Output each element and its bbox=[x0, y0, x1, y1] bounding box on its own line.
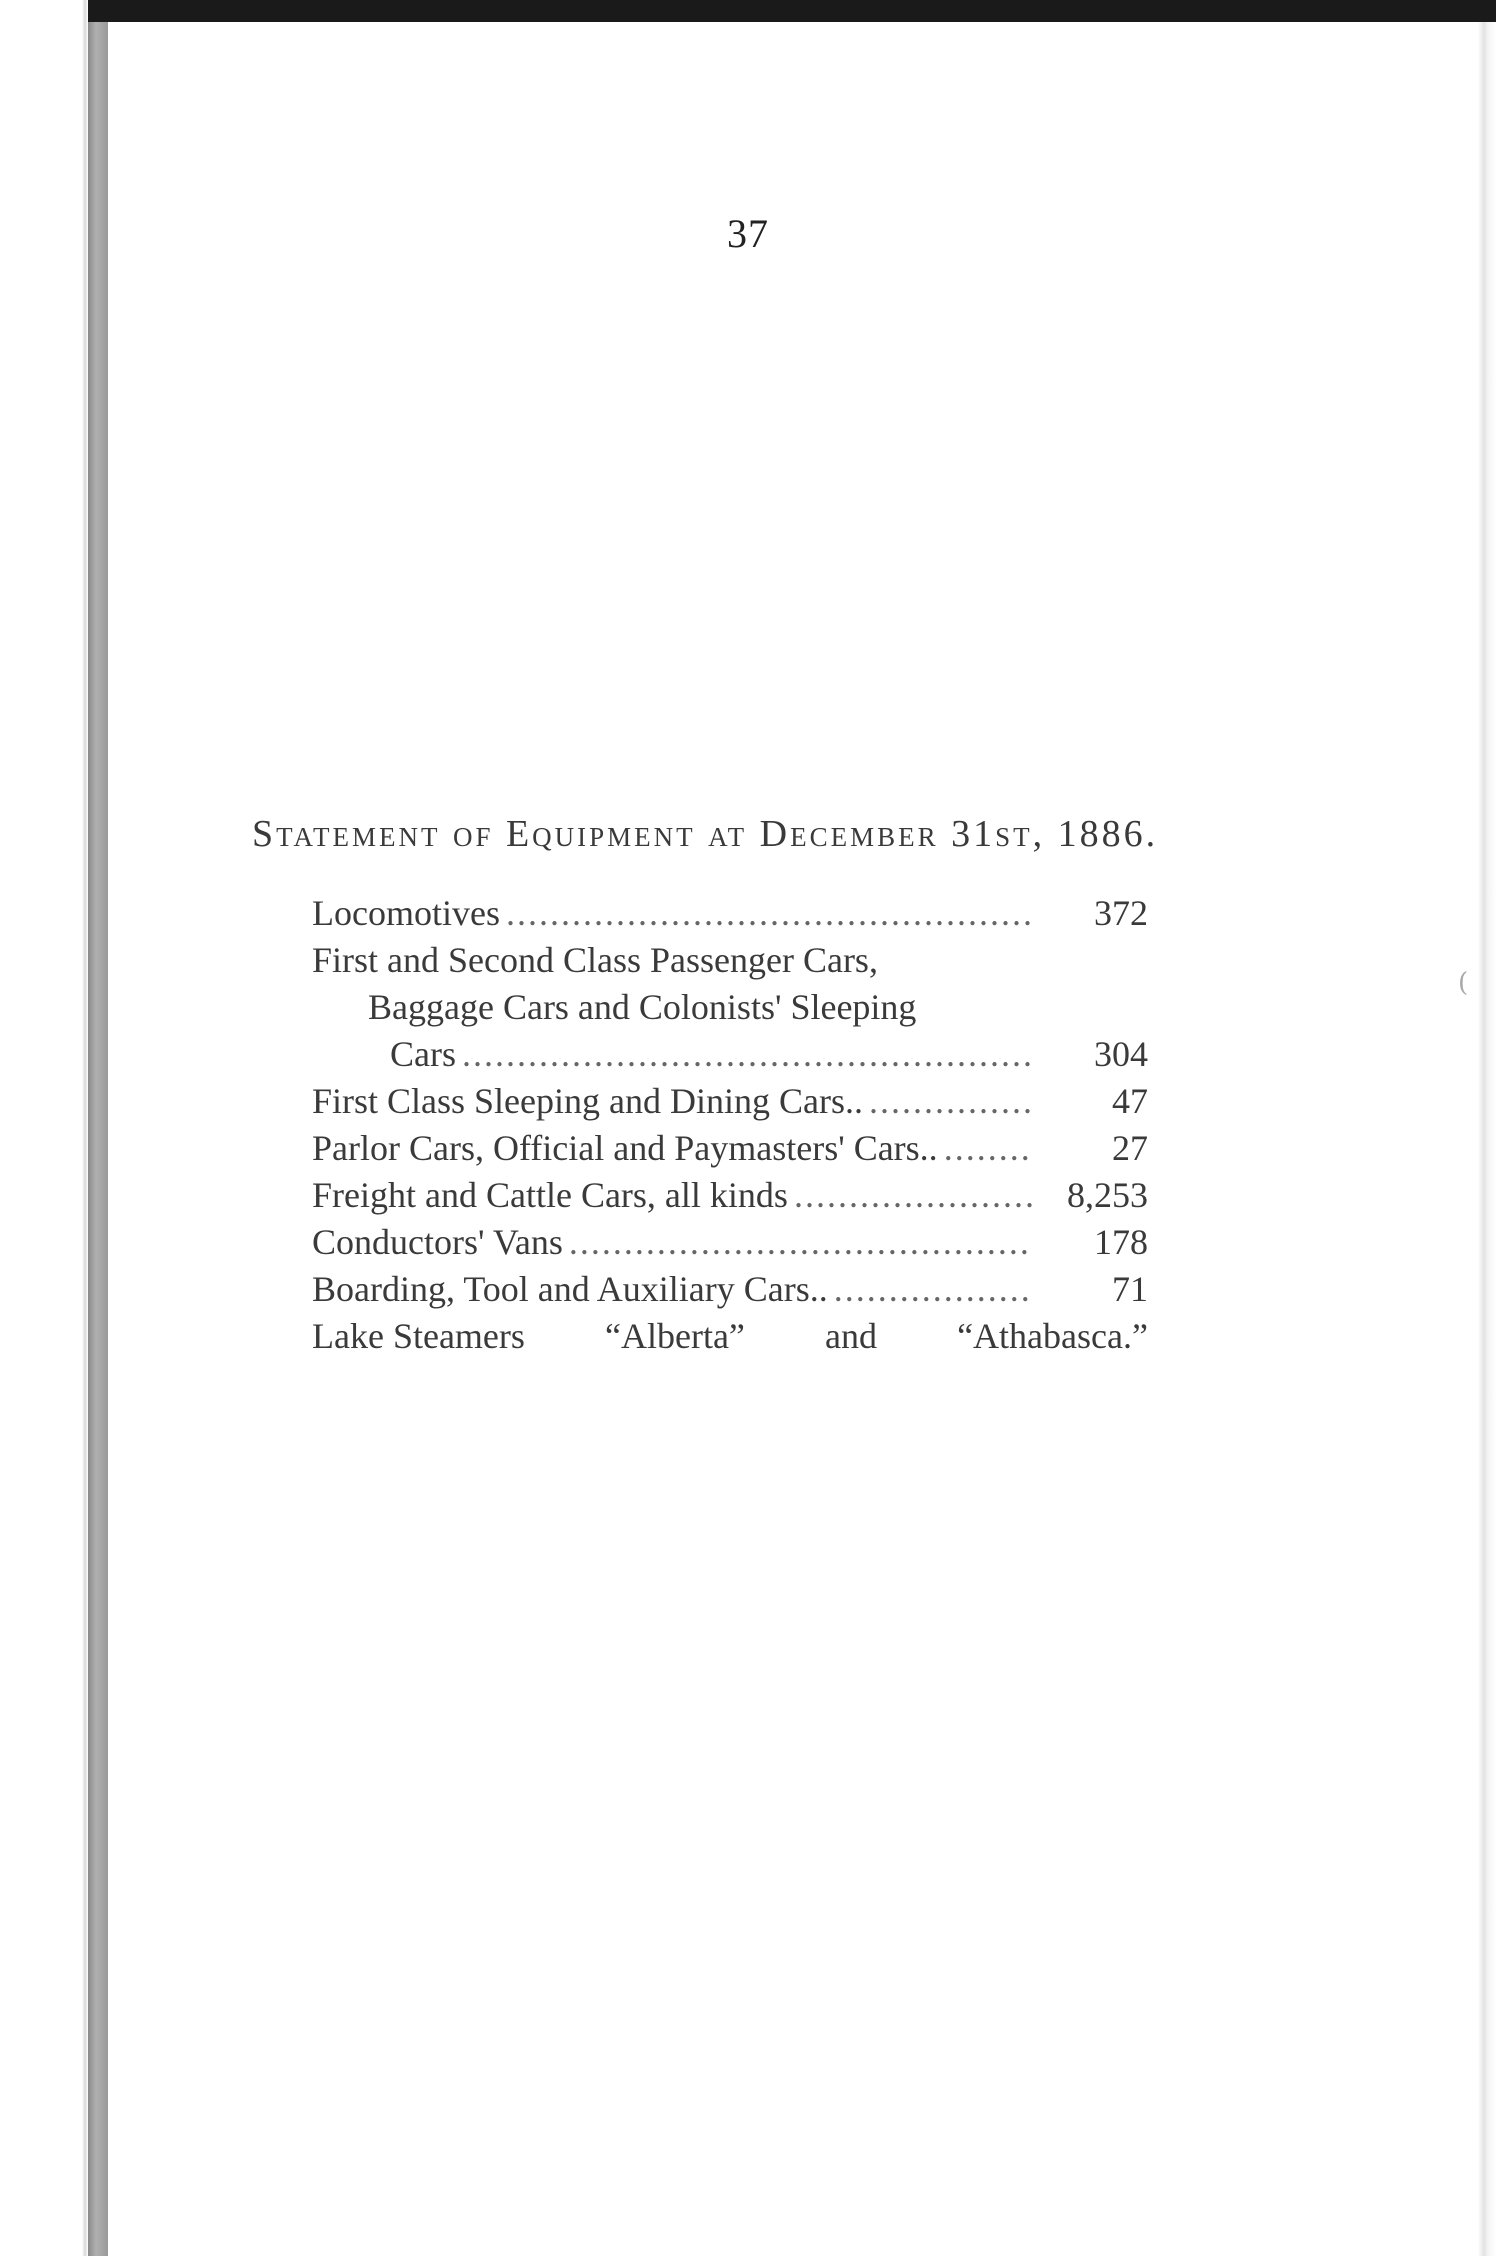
scan-left-edge bbox=[0, 0, 88, 2256]
equipment-row-steamers bbox=[312, 1313, 1148, 1360]
equipment-quantity: 27 bbox=[1112, 1128, 1148, 1168]
equipment-row-boarding bbox=[312, 1266, 1148, 1313]
equipment-quantity: 8,253 bbox=[1067, 1175, 1148, 1215]
equipment-row-vans bbox=[312, 1219, 1148, 1266]
scan-top-edge bbox=[0, 0, 1496, 22]
equipment-row-locomotives bbox=[312, 890, 1148, 937]
steamer-athabasca: “Athabasca.” bbox=[957, 1316, 1148, 1356]
dot-leader bbox=[794, 1172, 1032, 1219]
steamers-conjunction: and bbox=[825, 1316, 877, 1356]
dot-leader bbox=[569, 1219, 1032, 1266]
equipment-quantity: 178 bbox=[1094, 1222, 1148, 1262]
page-binding-shadow bbox=[88, 22, 108, 2256]
equipment-quantity: 47 bbox=[1112, 1081, 1148, 1121]
equipment-label: Freight and Cattle Cars, all kinds bbox=[312, 1175, 788, 1215]
equipment-row-parlor bbox=[312, 1125, 1148, 1172]
equipment-label: Locomotives bbox=[312, 893, 500, 933]
equipment-list bbox=[312, 890, 1148, 1360]
equipment-label: Boarding, Tool and Auxiliary Cars.. bbox=[312, 1269, 828, 1309]
equipment-quantity: 372 bbox=[1094, 893, 1148, 933]
equipment-row-freight bbox=[312, 1172, 1148, 1219]
scan-right-edge bbox=[1478, 22, 1496, 2256]
margin-mark: ( bbox=[1458, 968, 1469, 998]
dot-leader bbox=[869, 1078, 1032, 1125]
equipment-row-passenger-line2: Baggage Cars and Colonists' Sleeping bbox=[368, 987, 917, 1027]
equipment-label: Conductors' Vans bbox=[312, 1222, 563, 1262]
dot-leader bbox=[944, 1125, 1032, 1172]
equipment-quantity: 304 bbox=[1094, 1034, 1148, 1074]
equipment-quantity: 71 bbox=[1112, 1269, 1148, 1309]
page-heading: Statement of Equipment at December 31st, 1886. bbox=[252, 813, 1159, 855]
dot-leader bbox=[506, 890, 1032, 937]
dot-leader bbox=[834, 1266, 1032, 1313]
equipment-label: Parlor Cars, Official and Paymasters' Cars.. bbox=[312, 1128, 938, 1168]
page-number: 37 bbox=[727, 211, 769, 256]
equipment-row-sleeping-dining bbox=[312, 1078, 1148, 1125]
equipment-label: Cars bbox=[390, 1034, 456, 1074]
steamer-alberta: “Alberta” bbox=[605, 1316, 745, 1356]
equipment-label: First Class Sleeping and Dining Cars.. bbox=[312, 1081, 863, 1121]
equipment-row-passenger-line1: First and Second Class Passenger Cars, bbox=[312, 940, 878, 980]
equipment-row-passenger-line3 bbox=[312, 1031, 1148, 1078]
steamers-label: Lake Steamers bbox=[312, 1316, 525, 1356]
dot-leader bbox=[462, 1031, 1032, 1078]
